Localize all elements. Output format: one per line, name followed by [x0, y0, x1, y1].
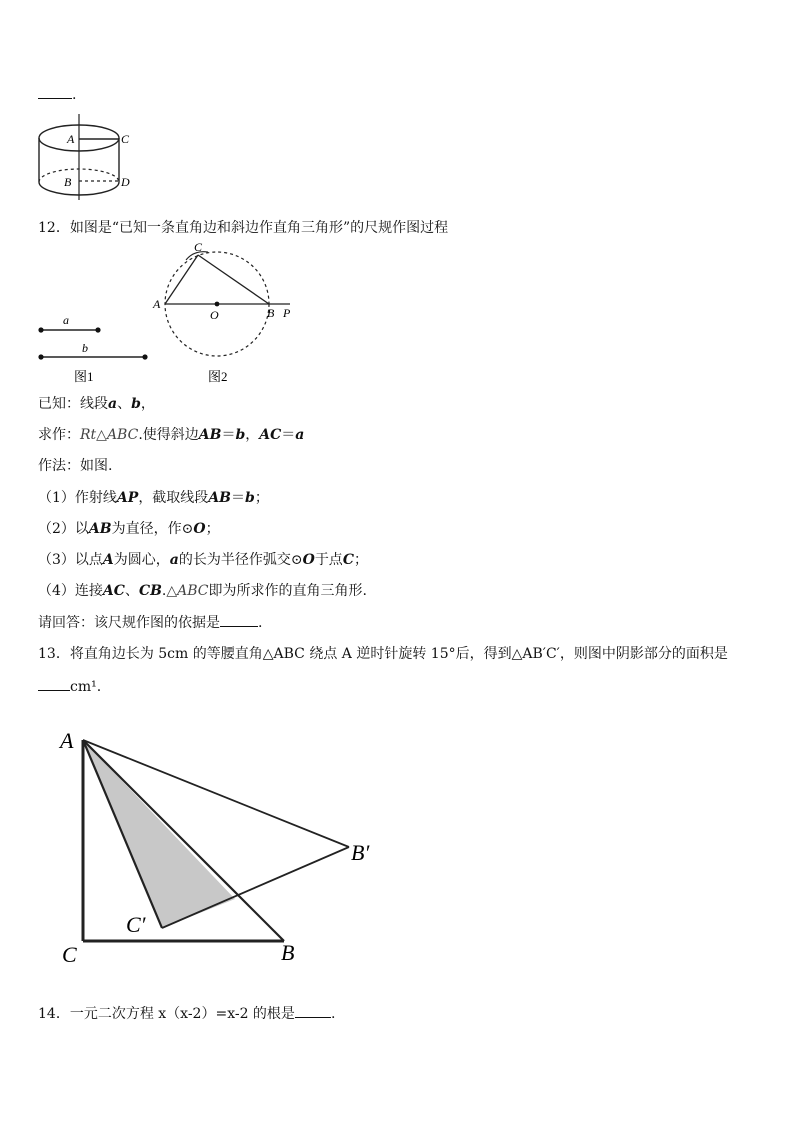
answer-blank[interactable]: [220, 612, 258, 627]
label-O: O: [210, 308, 219, 322]
q12-step-3: （3）以点A为圆心，a的长为半径作弧交⊙O于点C；: [38, 552, 368, 568]
q12-figure-2: [150, 238, 300, 388]
figure-2-caption: 图2: [208, 369, 228, 384]
q12-step-1: （1）作射线AP，截取线段AB＝b；: [38, 490, 269, 506]
q12-given: 已知：线段a、b，: [38, 396, 155, 412]
previous-answer-line: .: [38, 84, 76, 105]
segment-b-label: b: [82, 341, 88, 355]
q12-step-4: （4）连接AC、CB.△ABC即为所求作的直角三角形.: [38, 583, 367, 599]
label-B: B: [267, 306, 275, 320]
answer-blank[interactable]: [295, 1003, 331, 1018]
question-number: 13．: [38, 646, 70, 662]
q13-stem: 13．将直角边长为 5cm 的等腰直角△ABC 绕点 A 逆时针旋转 15°后，得到△AB′C′，则图中阴影部分的面积是: [38, 646, 728, 662]
q12-question: 请回答：该尺规作图的依据是 .: [38, 612, 262, 633]
q14-stem: 14．一元二次方程 x（x-2）=x-2 的根是 .: [38, 1003, 335, 1024]
label-B-prime: B′: [351, 840, 370, 865]
label-C-prime: C′: [126, 912, 146, 937]
question-number: 12．: [38, 220, 70, 236]
q12-find: 求作：Rt△ABC.使得斜边AB＝b，AC＝a: [38, 427, 305, 443]
label-C: C: [62, 942, 77, 967]
label-D: D: [121, 175, 130, 189]
q13-rotation-figure: [52, 722, 392, 972]
question-number: 14．: [38, 1006, 70, 1022]
answer-blank[interactable]: [38, 84, 72, 99]
label-A: A: [153, 297, 161, 311]
q13-answer-line: cm¹.: [38, 676, 101, 697]
label-B: B: [281, 940, 295, 965]
label-P: P: [283, 306, 291, 320]
figure-1-caption: 图1: [74, 369, 94, 384]
q12-step-2: （2）以AB为直径，作⊙O；: [38, 521, 220, 537]
label-C: C: [121, 132, 130, 146]
q12-stem: 12．如图是“已知一条直角边和斜边作直角三角形”的尺规作图过程: [38, 220, 449, 236]
label-C: C: [194, 240, 203, 254]
q12-figure-1: [34, 306, 154, 386]
label-A: A: [67, 132, 75, 146]
answer-blank[interactable]: [38, 676, 70, 691]
cylinder-figure: [36, 112, 136, 202]
segment-a-label: a: [63, 313, 69, 327]
q12-method: 作法：如图.: [38, 458, 113, 474]
label-A: A: [60, 728, 74, 753]
label-B: B: [64, 175, 72, 189]
